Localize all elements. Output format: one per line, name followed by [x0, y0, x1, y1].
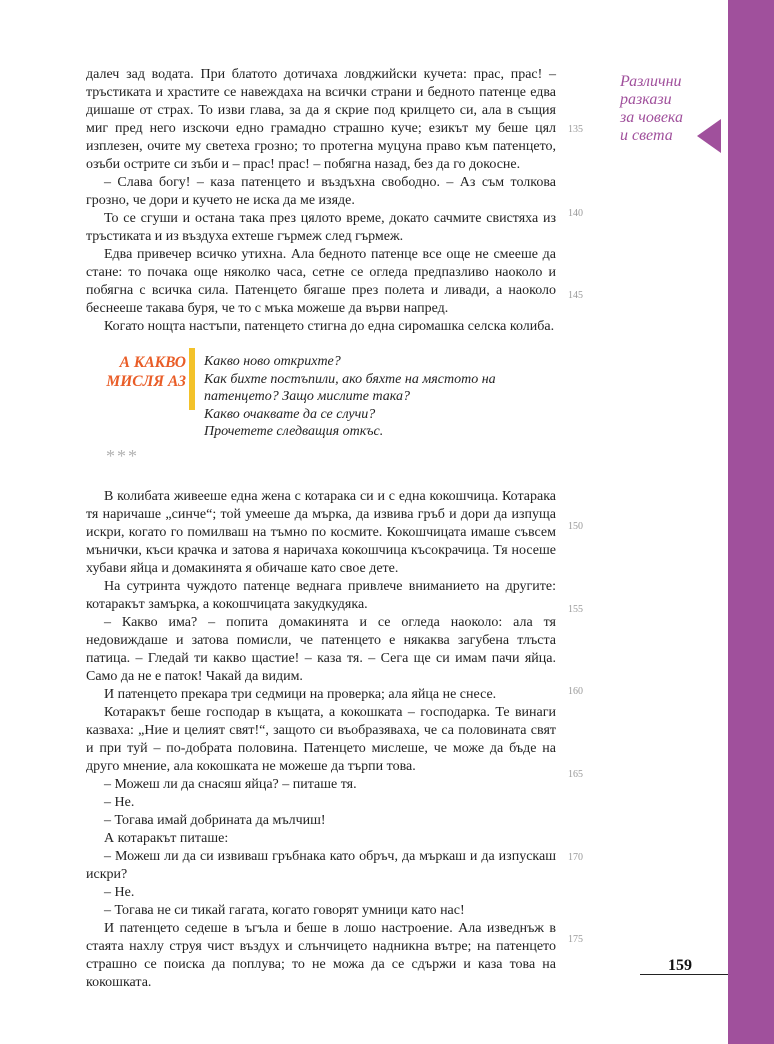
paragraph: – Слава богу! – каза патенцето и въздъхна свободно. – Аз съм толкова грозно, че дори и кучето не иска да ме изяде. — [86, 175, 556, 208]
paragraph: В колибата живееше една жена с котарака си и с една кокошчица. Котарака тя наричаше „синче“; той умееше да мърка, да извива гръб и дори да изпуща искри, когато го помилваш на тъмно по космите. Кокошчицата имаше съвсем мънички, къси крачка и затова я наричаха кокошчица късокрачица. Тя носеше хубави яйца и домакинята я обичаше като свое дете. — [86, 489, 556, 576]
line-number: 165 — [568, 769, 583, 780]
line-number: 145 — [568, 290, 583, 301]
section-label-line: и света — [620, 127, 673, 144]
think-heading-line: А КАКВО — [119, 354, 186, 371]
section-pointer-arrow-icon — [697, 119, 721, 153]
section-separator: *** — [106, 446, 139, 466]
think-heading-line: МИСЛЯ АЗ — [106, 373, 186, 390]
page-number: 159 — [668, 957, 692, 974]
line-number: 155 — [568, 604, 583, 615]
line-number: 160 — [568, 686, 583, 697]
paragraph: На сутринта чуждото патенце веднага привлече вниманието на другите: котаракът замърка, а кокошчицата закудкудяка. — [86, 579, 556, 612]
line-number: 140 — [568, 208, 583, 219]
think-accent-bar — [189, 348, 195, 410]
section-label-line: за човека — [620, 109, 684, 126]
question: патенцето? Защо мислите така? — [204, 389, 410, 404]
paragraph: И патенцето седеше в ъгъла и беше в лошо настроение. Ала изведнъж в стаята нахлу струя чист въздух и слънчицето надникна вътре; на патенцето страшно се поиска да поплува; то не можа да се сдържи и каза това на кокошката. — [86, 921, 556, 990]
paragraph: И патенцето прекара три седмици на проверка; ала яйца не снесе. — [104, 687, 497, 702]
section-label-line: разкази — [620, 91, 672, 108]
line-number: 135 — [568, 124, 583, 135]
question: Какво очаквате да се случи? — [204, 406, 376, 422]
line-number: 150 — [568, 521, 583, 532]
chapter-color-band — [728, 0, 774, 1044]
line-number: 170 — [568, 852, 583, 863]
question: Какво ново открихте? — [204, 354, 341, 369]
think-heading — [86, 353, 186, 391]
paragraph: А котаракът питаше: — [104, 831, 229, 846]
line-number: 175 — [568, 934, 583, 945]
paragraph: – Не. — [104, 885, 135, 900]
story-text-top — [86, 66, 556, 336]
paragraph: Едва привечер всичко утихна. Ала бедното патенце все още не смееше да стане: то почака още няколко часа, сетне се огледа предпазливо наоколо и побягна с всичка сила. Патенцето бягаше през полета и ливади, а наоколо беснееше такава буря, че то с мъка можеше да върви напред. — [86, 247, 556, 316]
paragraph: Когато нощта настъпи, патенцето стигна до една сиромашка селска колиба. — [104, 319, 555, 334]
question: Прочетете следващия откъс. — [204, 424, 384, 439]
paragraph: – Тогава не си тикай гагата, когато говорят умници като нас! — [104, 903, 465, 918]
paragraph: – Какво има? – попита домакинята и се огледа наоколо: ала тя недовиждаше и затова помисли, че патенцето е някаква загубена тлъста патица. – Гледай ти какво щастие! – каза тя. – Сега ще си имам пачи яйца. Само да не е паток! Чакай да видим. — [86, 615, 556, 684]
paragraph: Котаракът беше господар в къщата, а кокошката – господарка. Те винаги казваха: „Ние и целият свят!“, защото си въобразяваха, че са половината свят и при туй – по-добрата половина. Патенцето мислеше, че може да бъде на друго мнение, ала кокошката не можеше да търпи това. — [86, 705, 556, 774]
section-label-line: Различни — [620, 73, 682, 90]
paragraph: – Тогава имай добрината да мълчиш! — [104, 813, 326, 828]
paragraph: далеч зад водата. При блатото дотичаха ловджийски кучета: прас, прас! – тръстиката и храстите се навеждаха на всички страни и бедното патенце едва дишаше от страх. То изви глава, за да я скрие под крилцето си, ала в същия миг пред него изскочи едно грамадно страшно куче; езикът му беше цял изплезен, очите му светеха грозно; то протегна муцуна право към патенцето, озъби острите си зъби и – прас! прас! – побягна назад, без да го докосне. — [86, 67, 556, 172]
think-questions — [204, 353, 554, 441]
question: Как бихте постъпили, ако бяхте на мястото на — [204, 371, 496, 387]
paragraph: – Не. — [104, 795, 135, 810]
page-number-rule — [640, 974, 728, 975]
paragraph: То се сгуши и остана така през цялото време, докато сачмите свистяха из тръстиката и из въздуха ехтеше гърмеж след гърмеж. — [86, 211, 556, 244]
story-text-bottom — [86, 488, 556, 992]
paragraph: – Можеш ли да снасяш яйца? – питаше тя. — [104, 777, 357, 792]
paragraph: – Можеш ли да си извиваш гръбнака като обръч, да мъркаш и да изпускаш искри? — [86, 849, 556, 882]
